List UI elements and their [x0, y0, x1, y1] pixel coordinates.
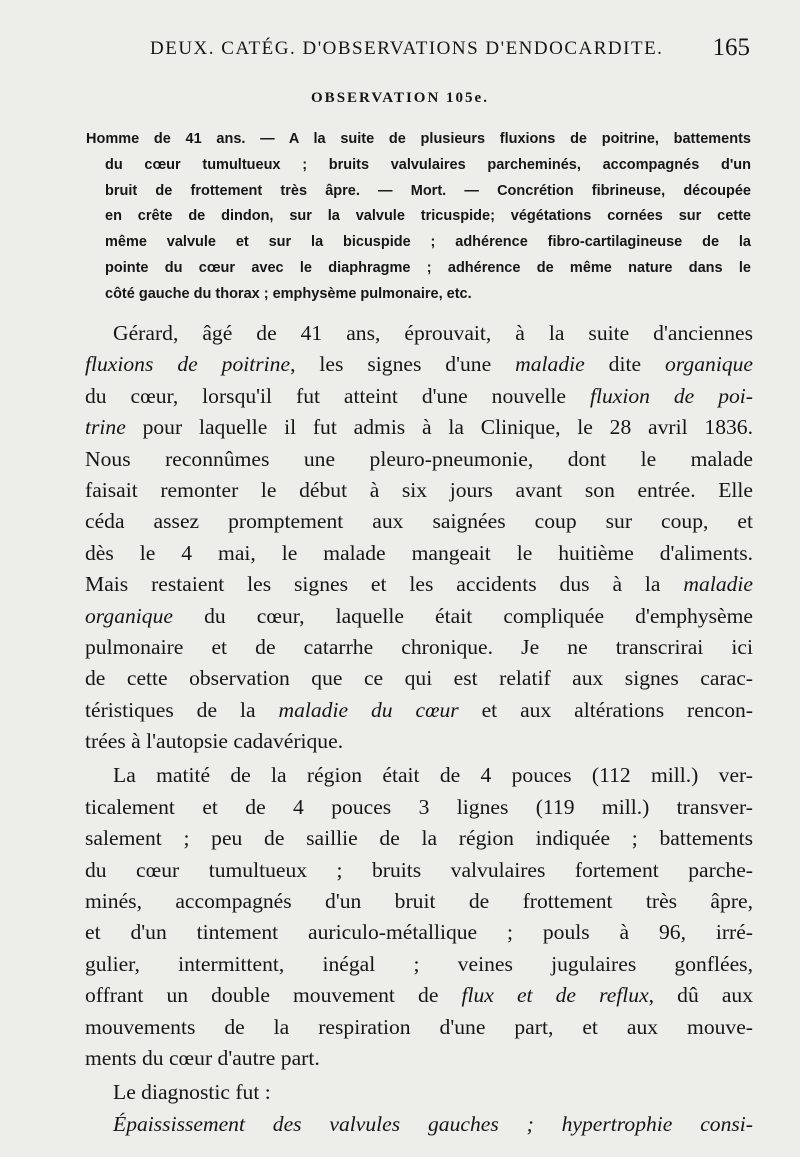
italic-term: flux et de reflux: [461, 983, 649, 1008]
italic-term: maladie: [515, 352, 585, 377]
body-line: gulier, intermittent, inégal ; veines jugulaires gonflées,: [85, 951, 753, 976]
summary-line: même valvule et sur la bicuspide ; adhérence fibro-cartilagineuse de la: [105, 234, 751, 251]
case-summary: [86, 127, 751, 308]
body-line: Le diagnostic fut :: [113, 1080, 271, 1105]
summary-line: en crête de dindon, sur la valvule tricuspide; végétations cornées sur cette: [105, 208, 751, 225]
italic-term: trine: [85, 415, 126, 440]
body-line: ments du cœur d'autre part.: [85, 1045, 320, 1070]
body-line: dès le 4 mai, le malade mangeait le huitième d'aliments.: [85, 540, 753, 565]
running-title: DEUX. CATÉG. D'OBSERVATIONS D'ENDOCARDITE.: [150, 38, 664, 59]
body-line: du cœur tumultueux ; bruits valvulaires fortement parche-: [85, 857, 753, 882]
body-line: Nous reconnûmes une pleuro-pneumonie, dont le malade: [85, 446, 753, 471]
italic-term: maladie du cœur: [278, 697, 459, 722]
italic-term: fluxion de poi-: [589, 383, 753, 408]
observation-title: OBSERVATION 105e.: [311, 90, 489, 106]
page-number: 165: [712, 34, 750, 61]
summary-line: pointe du cœur avec le diaphragme ; adhérence de même nature dans le: [105, 259, 751, 276]
body-line: de cette observation que ce qui est relatif aux signes carac-: [85, 666, 753, 691]
body-line: trées à l'autopsie cadavérique.: [85, 729, 344, 754]
summary-line: côté gauche du thorax ; emphysème pulmonaire, etc.: [105, 285, 472, 302]
body-line: fluxions de poitrine, les signes d'une maladie dite organique: [85, 352, 753, 377]
body-line: [85, 1109, 753, 1140]
italic-term: organique: [665, 352, 753, 377]
body-line: minés, accompagnés d'un bruit de frottement très âpre,: [85, 889, 753, 914]
italic-term: Épaississement des valvules gauches ; hypertrophie consi-: [113, 1111, 753, 1136]
body-line: mouvements de la respiration d'une part, et aux mouve-: [85, 1014, 753, 1039]
body-line: pulmonaire et de catarrhe chronique. Je ne transcrirai ici: [85, 634, 753, 659]
body-line: et d'un tintement auriculo-métallique ; pouls à 96, irré-: [85, 920, 753, 945]
body-line: faisait remonter le début à six jours avant son entrée. Elle: [85, 477, 753, 502]
summary-line: du cœur tumultueux ; bruits valvulaires parcheminés, accompagnés d'un: [105, 156, 751, 173]
body-line: trine pour laquelle il fut admis à la Clinique, le 28 avril 1836.: [85, 415, 753, 440]
summary-line: bruit de frottement très âpre. — Mort. — Concrétion fibrineuse, découpée: [105, 182, 751, 199]
italic-term: maladie: [683, 572, 753, 597]
italic-term: fluxions de poitrine: [85, 352, 291, 377]
body-line: céda assez promptement aux saignées coup sur coup, et: [85, 509, 753, 534]
body-line: offrant un double mouvement de flux et de reflux, dû aux: [85, 983, 753, 1008]
body-line: salement ; peu de saillie de la région indiquée ; battements: [85, 826, 753, 851]
body-line: Mais restaient les signes et les accidents dus à la maladie: [85, 572, 753, 597]
italic-term: organique: [85, 603, 173, 628]
body-text: [85, 318, 753, 1140]
body-line: téristiques de la maladie du cœur et aux altérations rencon-: [85, 697, 753, 722]
body-line: ticalement et de 4 pouces 3 lignes (119 mill.) transver-: [85, 794, 753, 819]
body-line: Gérard, âgé de 41 ans, éprouvait, à la suite d'anciennes: [113, 321, 753, 345]
summary-line: Homme de 41 ans. — A la suite de plusieurs fluxions de poitrine, battements: [86, 131, 751, 147]
body-line: organique du cœur, laquelle était compliquée d'emphysème: [85, 603, 753, 628]
body-line: du cœur, lorsqu'il fut atteint d'une nouvelle fluxion de poi-: [85, 383, 753, 408]
body-line: La matité de la région était de 4 pouces (112 mill.) ver-: [113, 763, 753, 788]
running-header: [150, 34, 750, 61]
